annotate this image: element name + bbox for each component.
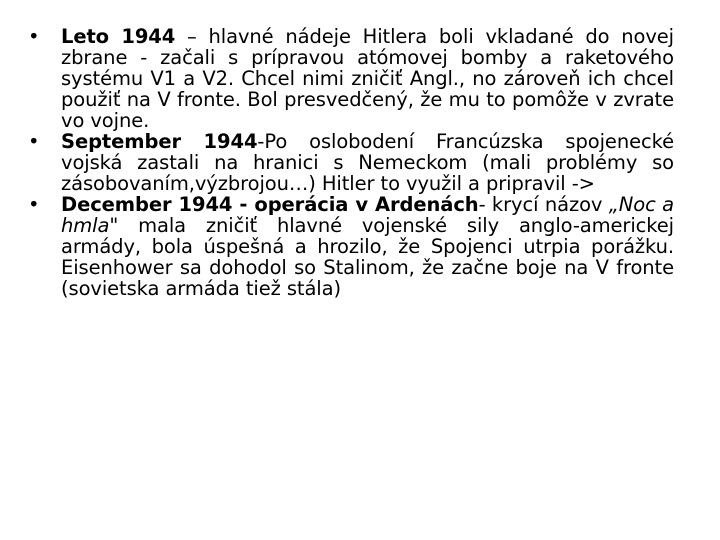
bullet-text: – hlavné nádeje Hitlera boli vkladané do novej zbrane - začali s prípravou atómovej bomby a raketového systému V1 a V2. Chcel nimi zničiť Angl., no zároveň ich chcel použiť na V fronte. Bol presvedčený, že mu to pomôže v zvrate vo vojne. (61, 25, 675, 132)
bullet-marker: • (28, 193, 40, 216)
bullet-marker: • (28, 25, 40, 48)
bullet-lead: Leto 1944 (61, 25, 176, 48)
bullet-text: - krycí názov (478, 193, 609, 216)
bullet-lead: September 1944 (61, 130, 258, 153)
operation-codename: „Noc a hmla" (61, 193, 674, 237)
bullet-item-september-1944 (28, 131, 674, 194)
bullet-text: -Po oslobodení Francúzska spojenecké vojská zastali na hranici s Nemeckom (mali problémy so zásobovaním,výzbrojou…) Hitler to využil a pripravil -> (61, 130, 674, 195)
bullet-item-december-1944 (28, 194, 674, 299)
bullet-marker: • (28, 130, 40, 153)
bullet-lead: December 1944 - operácia v Ardenách (61, 193, 479, 216)
bullet-item-leto-1944 (28, 26, 674, 131)
bullet-list (28, 26, 674, 299)
bullet-text-continued: mala zničiť hlavné vojenské sily anglo-americkej armády, bola úspešná a hrozilo, že Spojenci utrpia porážku. Eisenhower sa dohodol so Stalinom, že začne boje na V fronte (sovietska armáda tiež stála) (61, 214, 674, 300)
